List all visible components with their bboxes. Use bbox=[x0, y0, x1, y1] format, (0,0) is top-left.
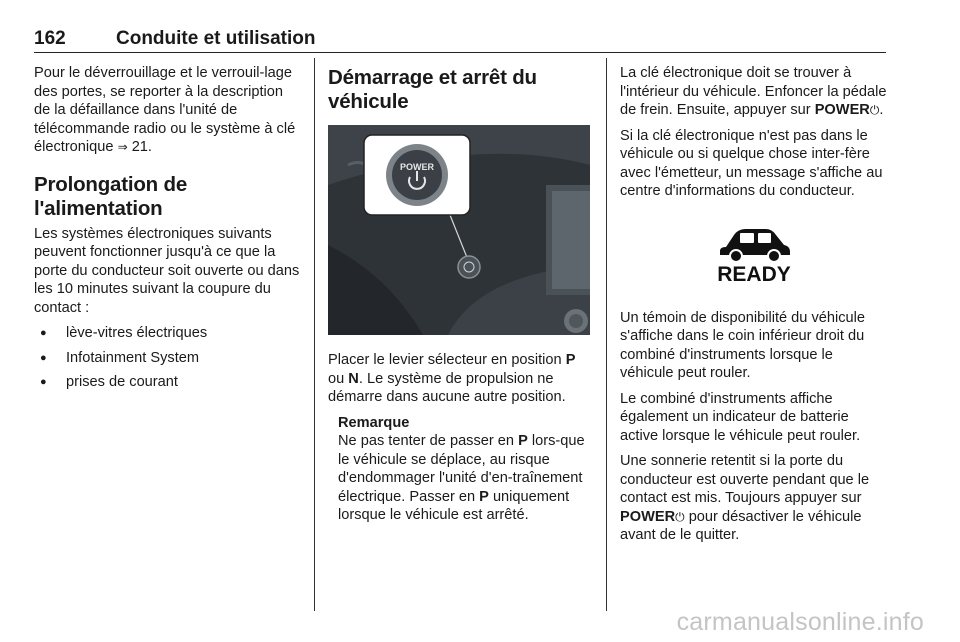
ready-car-icon bbox=[716, 225, 792, 283]
heading-start-stop: Démarrage et arrêt du véhicule bbox=[328, 66, 537, 113]
column-right bbox=[620, 64, 888, 552]
battery-indicator-paragraph: Le combiné d'instruments affiche également un indicateur de batterie active lorsque le véhicule peut rouler. bbox=[620, 390, 861, 444]
reference-page-link[interactable]: 21. bbox=[127, 139, 152, 155]
header-divider bbox=[34, 52, 886, 53]
selector-paragraph: Placer le levier sélecteur en position P ou N. Le système de propulsion ne démarre dans aucune autre position. bbox=[328, 352, 576, 405]
ready-light-paragraph: Un témoin de disponibilité du véhicule s'affiche dans le coin inférieur droit du combiné d'instruments lorsque le véhicule peut rouler. bbox=[620, 309, 866, 381]
intro-paragraph: Pour le déverrouillage et le verrouil-lage des portes, se reporter à la description de la défaillance dans l'unité de télécommande radio ou le système à clé électronique ⇒ 21. bbox=[34, 65, 296, 155]
systems-list bbox=[34, 324, 300, 392]
list-item: ● prises de courant bbox=[34, 373, 300, 392]
list-item: ● Infotainment System bbox=[34, 349, 300, 368]
column-middle bbox=[328, 64, 592, 532]
column-divider-1 bbox=[314, 58, 315, 611]
note-box bbox=[328, 414, 592, 525]
heading-power-extension: Prolongation de l'alimentation bbox=[34, 172, 188, 220]
page-header bbox=[34, 28, 886, 52]
watermark: carmanualsonline.info bbox=[676, 608, 924, 636]
reference-arrow-icon[interactable]: ⇒ bbox=[117, 140, 128, 154]
ready-label: READY bbox=[717, 262, 791, 283]
note-title: Remarque bbox=[338, 414, 410, 431]
power-button-label: POWER bbox=[399, 162, 435, 172]
chime-paragraph: Une sonnerie retentit si la porte du conducteur est ouverte pendant que le contact est mis. Toujours appuyer sur POWER⏻ pour désactiver le véhicule avant de le quitter. bbox=[620, 453, 870, 543]
list-item: ● lève-vitres électriques bbox=[34, 324, 300, 343]
column-divider-2 bbox=[606, 58, 607, 611]
ready-indicator bbox=[620, 225, 888, 283]
power-extension-paragraph: Les systèmes électroniques suivants peuvent fonctionner jusqu'à ce que la porte du conducteur soit ouverte ou dans les 10 minutes suivant la coupure du contact : bbox=[34, 225, 300, 316]
power-symbol-icon: ⏻ bbox=[869, 103, 880, 117]
key-missing-paragraph: Si la clé électronique n'est pas dans le véhicule ou si quelque chose inter-fère avec l'émetteur, un message s'affiche au centre d'informations du conducteur. bbox=[620, 127, 883, 199]
column-left bbox=[34, 64, 300, 398]
page-number: 162 bbox=[34, 28, 66, 49]
key-location-paragraph: La clé électronique doit se trouver à l'intérieur du véhicule. Enfoncer la pédale de frein. Ensuite, appuyer sur POWER⏻. bbox=[620, 65, 887, 118]
power-symbol-icon: ⏻ bbox=[675, 509, 685, 524]
note-text: Ne pas tenter de passer en P lors-que le véhicule se déplace, au risque d'endommager l'unité d'en-traînement électrique. Passer en P uniquement lorsque le véhicule est arrêté. bbox=[338, 433, 585, 523]
dashboard-power-button-photo bbox=[328, 125, 590, 335]
section-title: Conduite et utilisation bbox=[116, 28, 316, 49]
